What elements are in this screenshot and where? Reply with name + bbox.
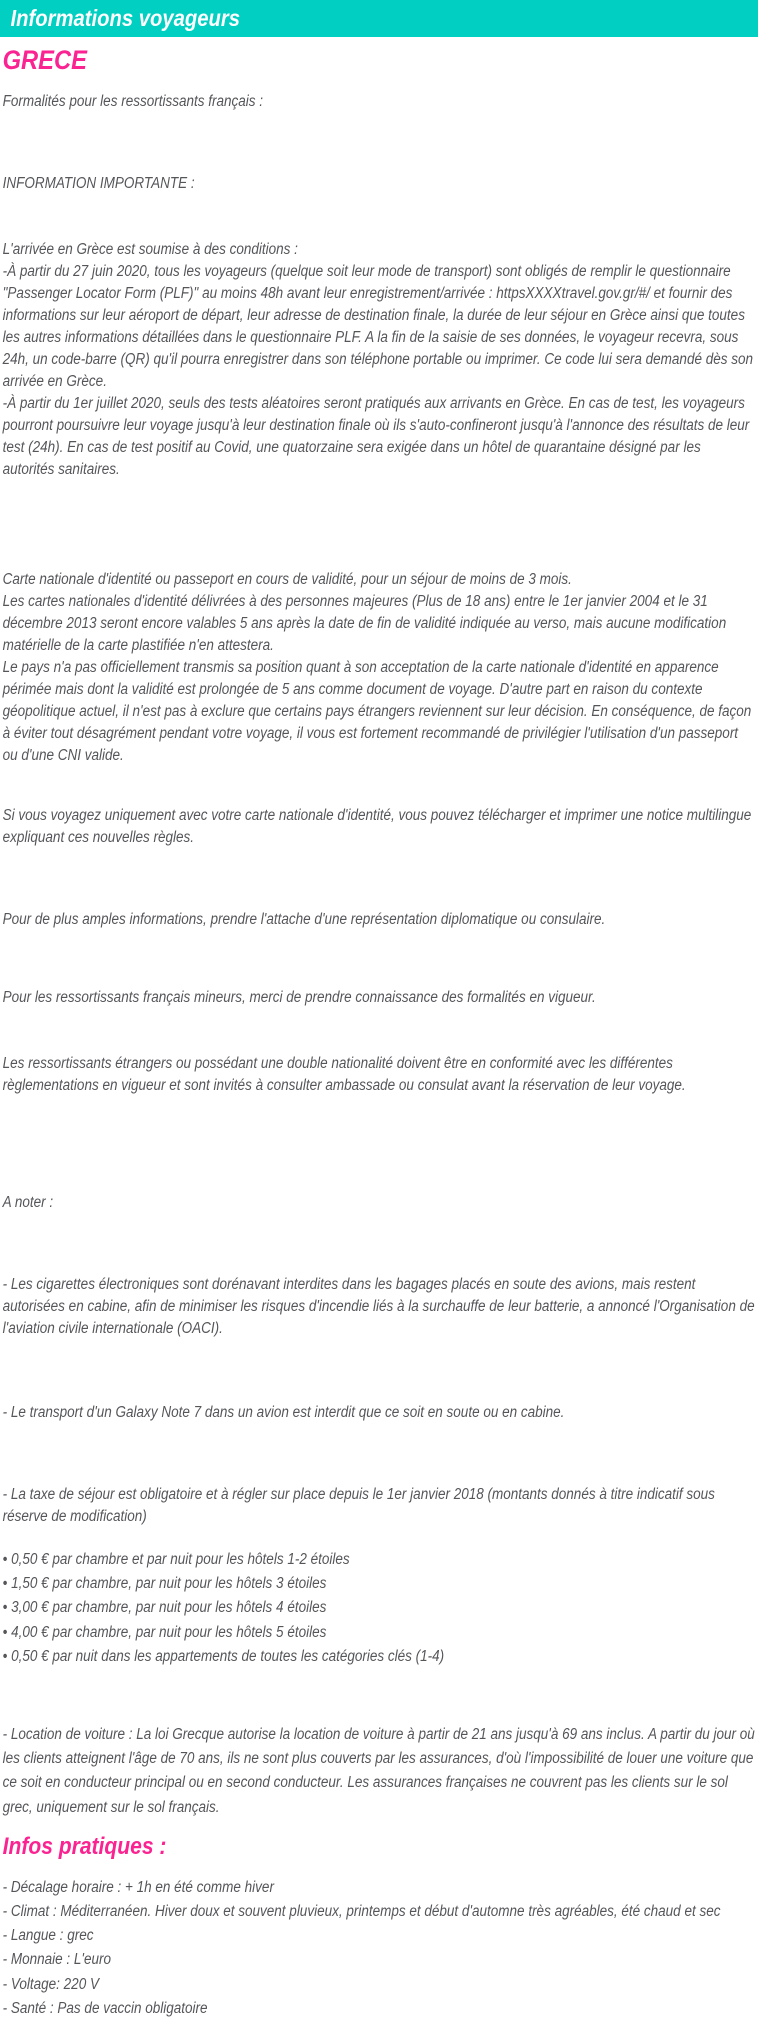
text-line: Les ressortissants étrangers ou possédant une double nationalité doivent être en conformité avec les différentes règlementations en vigueur et sont invités à consulter ambassade ou consulat avant la réservation de leur voyage.	[2, 1055, 686, 1094]
text-line: Si vous voyagez uniquement avec votre carte nationale d'identité, vous pouvez télécharger et imprimer une notice multilingue expliquant ces nouvelles règles.	[2, 807, 752, 846]
text-line: -À partir du 27 juin 2020, tous les voyageurs (quelque soit leur mode de transport) sont obligés de remplir le questionnaire "Passenger Locator Form (PLF)" au moins 48h avant leur enregistrement/arrivée : httpsXXXXtravel.gov.gr/#/ et fournir des informations sur leur aéroport de départ, leur adresse de destination finale, la durée de leur séjour en Grèce ainsi que toutes les autres informations détaillées dans le questionnaire PLF. A la fin de la saisie de ses données, le voyageur recevra, sous 24h, un code-barre (QR) qu'il pourra enregistrer dans son téléphone portable ou imprimer. Ce code lui sera demandé dès son arrivée en Grèce.	[2, 263, 754, 390]
identity-card-paragraph	[3, 569, 756, 767]
text-line: - Les cigarettes électroniques sont dorénavant interdites dans les bagages placés en soute des avions, mais restent autorisées en cabine, afin de minimiser les risques d'incendie liés à la surchauffe de leur batterie, a annoncé l'Organisation de l'aviation civile internationale (OACI).	[2, 1276, 755, 1337]
text-line: - Le transport d'un Galaxy Note 7 dans un avion est interdit que ce soit en soute ou en cabine.	[2, 1404, 565, 1421]
a-noter-label	[3, 1192, 756, 1214]
text-line: • 1,50 € par chambre, par nuit pour les hôtels 3 étoiles	[2, 1575, 327, 1593]
tourist-tax-paragraph	[3, 1484, 756, 1528]
spacer	[3, 1097, 756, 1192]
spacer	[3, 931, 756, 987]
text-line: L'arrivée en Grèce est soumise à des conditions :	[2, 241, 298, 258]
spacer	[3, 767, 756, 805]
text-line: • 0,50 € par nuit dans les appartements de toutes les catégories clés (1-4)	[2, 1647, 445, 1665]
text-line: - Santé : Pas de vaccin obligatoire	[2, 1999, 208, 2017]
page-header-title: Informations voyageurs	[10, 5, 241, 31]
text-line: - La taxe de séjour est obligatoire et à régler sur place depuis le 1er janvier 2018 (montants donnés à titre indicatif sous réserve de modification)	[2, 1486, 715, 1525]
galaxy-note7-paragraph	[3, 1402, 756, 1424]
text-line: Pour de plus amples informations, prendre l'attache d'une représentation diplomatique ou consulaire.	[2, 911, 606, 928]
arrival-conditions-paragraph	[3, 239, 756, 481]
spacer	[3, 849, 756, 909]
text-line: - Décalage horaire : + 1h en été comme hiver	[2, 1878, 274, 1896]
text-line: - Monnaie : L'euro	[2, 1951, 112, 1969]
text-line: A noter :	[2, 1194, 54, 1211]
diplomatic-info-paragraph	[3, 909, 756, 931]
minors-paragraph	[3, 987, 756, 1009]
e-cigarettes-paragraph	[3, 1274, 756, 1340]
content-blocks	[3, 75, 756, 2021]
spacer	[3, 1009, 756, 1053]
spacer	[3, 1340, 756, 1402]
car-rental-paragraph	[3, 1723, 756, 1820]
text-line: - Climat : Méditerranéen. Hiver doux et souvent pluvieux, printemps et début d'automne très agréables, été chaud et sec	[2, 1903, 721, 1921]
text-line: • 0,50 € par chambre et par nuit pour les hôtels 1-2 étoiles	[2, 1551, 350, 1568]
text-line: - Location de voiture : La loi Grecque autorise la location de voiture à partir de 21 ans jusqu'à 69 ans inclus. A partir du jour où les clients atteignent l'âge de 70 ans, ils ne sont plus couverts par les assurances, d'où l'impossibilité de louer une voiture que ce soit en conducteur principal ou en second conducteur. Les assurances françaises ne couvrent pas les clients sur le sol grec, uniquement sur le sol français.	[2, 1726, 755, 1816]
spacer	[3, 1214, 756, 1274]
text-line: -À partir du 1er juillet 2020, seuls des tests aléatoires seront pratiqués aux arrivants en Grèce. En cas de test, les voyageurs pourront poursuivre leur voyage jusqu'à leur destination finale où ils s'auto-confineront jusqu'à l'annonce des résultats de leur test (24h). En cas de test positif au Covid, une quatorzaine sera exigée dans un hôtel de quarantaine désigné par les autorités sanitaires.	[2, 395, 750, 478]
spacer	[3, 113, 756, 173]
info-header-bar	[0, 0, 758, 37]
spacer	[3, 195, 756, 239]
spacer	[3, 1862, 756, 1876]
cni-notice-paragraph	[3, 805, 756, 849]
spacer	[3, 481, 756, 569]
text-line: Le pays n'a pas officiellement transmis sa position quant à son acceptation de la carte nationale d'identité en apparence périmée mais dont la validité est prolongée de 5 ans comme document de voyage. D'autre part en raison du contexte géopolitique actuel, il n'est pas à exclure que certains pays étrangers reviennent sur leur décision. En conséquence, de façon à éviter tout désagrément pendant votre voyage, il vous est fortement recommandé de privilégier l'utilisation d'un passeport ou d'une CNI valide.	[2, 659, 752, 764]
formalites-intro	[3, 91, 756, 113]
important-info-label	[3, 173, 756, 195]
document-body	[0, 45, 758, 2021]
tourist-tax-rates-list	[3, 1548, 756, 1669]
practical-info-list	[3, 1876, 756, 2021]
text-line: Carte nationale d'identité ou passeport en cours de validité, pour un séjour de moins de 3 mois.	[2, 571, 572, 588]
text-line: Les cartes nationales d'identité délivrées à des personnes majeures (Plus de 18 ans) entre le 1er janvier 2004 et le 31 décembre 2013 seront encore valables 5 ans après la date de fin de validité indiquée au verso, mais aucune modification matérielle de la carte plastifiée n'en attestera.	[2, 593, 727, 654]
text-line: • 4,00 € par chambre, par nuit pour les hôtels 5 étoiles	[2, 1623, 327, 1641]
spacer	[3, 1424, 756, 1484]
text-line: • 3,00 € par chambre, par nuit pour les hôtels 4 étoiles	[2, 1599, 327, 1617]
spacer	[3, 1669, 756, 1723]
practical-info-heading: Infos pratiques :	[2, 1832, 167, 1860]
text-line: INFORMATION IMPORTANTE :	[2, 175, 195, 192]
text-line: - Langue : grec	[2, 1927, 94, 1945]
spacer	[3, 1528, 756, 1548]
text-line: Pour les ressortissants français mineurs, merci de prendre connaissance des formalités en vigueur.	[2, 989, 596, 1006]
text-line: - Voltage: 220 V	[2, 1975, 99, 1993]
text-line: Formalités pour les ressortissants français :	[2, 93, 264, 110]
country-title: GRECE	[2, 45, 87, 75]
foreign-nationals-paragraph	[3, 1053, 756, 1097]
spacer	[3, 75, 756, 91]
